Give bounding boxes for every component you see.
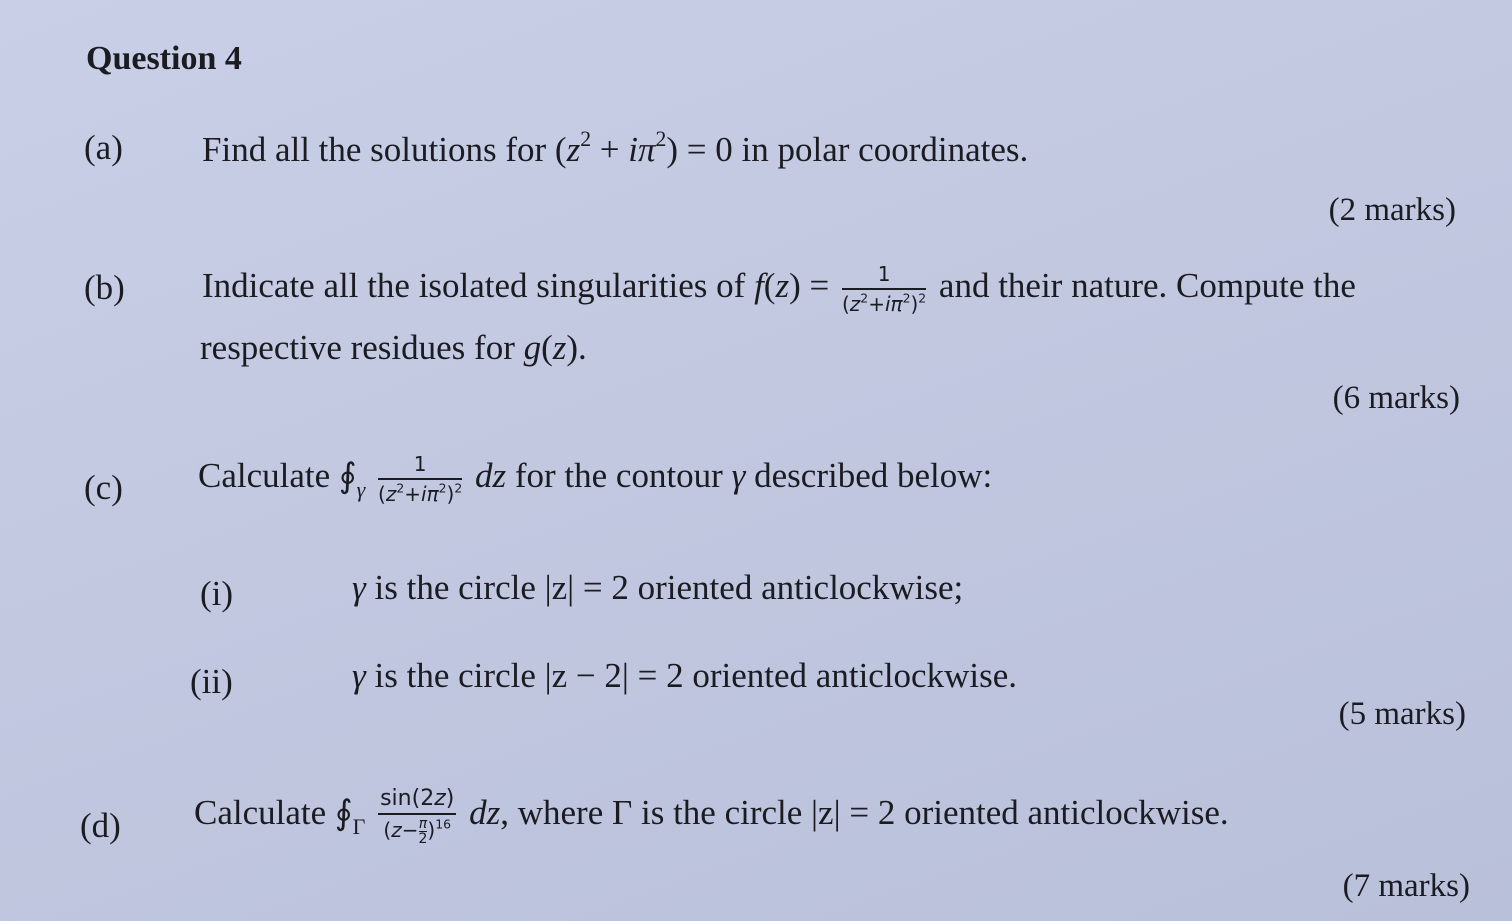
part-c-i-text-row: γ is the circle |z| = 2 oriented anticlockwise; (352, 568, 964, 607)
part-d-dz: dz, (469, 793, 509, 833)
part-c-dz: dz (474, 456, 507, 496)
gamma-symbol: γ (731, 456, 746, 496)
part-b-prefix: Indicate all the isolated singularities of (202, 266, 746, 306)
part-a-suffix: in polar coordinates. (741, 130, 1029, 169)
part-d-fraction: sin(2z) (z− $\frac{\pi}{2}$ )$^{16}$ (380, 786, 455, 847)
part-b-suffix: and their nature. Compute the (938, 266, 1356, 306)
contour-integral-symbol: ∮ (334, 795, 353, 833)
part-d-label: (d) (80, 806, 121, 845)
part-c-suffix: for the contour (514, 456, 723, 496)
part-b-label: (b) (84, 268, 125, 307)
part-c-ii-label: (ii) (190, 662, 233, 701)
contour-integral-symbol: ∮ (338, 458, 357, 496)
part-c-suffix2: described below: (754, 456, 993, 496)
part-a-question (202, 126, 1029, 170)
question-title: Question 4 (86, 40, 242, 77)
part-c-fraction: $\frac{1}{(z^2+i\pi^2)^2}$ (378, 452, 463, 506)
part-d-question: Calculate $∮_\Gamma$ sin(2z) (z− $\frac{\pi}{2}$ )$^{16}$ dz, where Γ is the circle |z| = 2 oriented anticlockwise. (194, 786, 1229, 847)
part-b-question-line2 (200, 328, 587, 368)
part-d-marks: (7 marks) (1342, 868, 1470, 904)
part-a-label: (a) (84, 128, 123, 167)
part-b-line2-prefix: respective residues for (200, 328, 515, 367)
part-c-ii-text: is the circle |z − 2| = 2 oriented anticlockwise. (374, 656, 1017, 695)
part-a-prefix: Find all the solutions for (202, 130, 547, 169)
part-b-fraction: $\frac{1}{(z^2+i\pi^2)^2}$ (841, 262, 927, 316)
part-a-equation: $(z^2 + i\pi^2) = 0$ (554, 126, 733, 169)
part-c-marks: (5 marks) (1338, 696, 1466, 732)
part-c-ii-text-row: γ is the circle |z − 2| = 2 oriented anticlockwise. (352, 656, 1017, 695)
part-c-i-label: (i) (200, 574, 234, 613)
part-b-marks: (6 marks) (1332, 380, 1460, 416)
part-d-suffix: where Γ is the circle |z| = 2 oriented anticlockwise. (517, 793, 1229, 833)
part-c-question: Calculate $∮_\gamma$ $\frac{1}{(z^2+i\pi^2)^2}$ dz for the contour γ described below: (198, 452, 993, 506)
part-b-question-line1 (202, 262, 1356, 316)
part-d-prefix: Calculate (194, 793, 327, 833)
part-b-function: f(z) = (754, 266, 830, 306)
part-c-prefix: Calculate (198, 456, 331, 496)
part-a-marks: (2 marks) (1328, 192, 1456, 228)
part-b-g-function: g(z). (523, 328, 587, 367)
part-c-i-text: is the circle |z| = 2 oriented anticlockwise; (374, 568, 964, 607)
part-c-label: (c) (84, 468, 123, 507)
